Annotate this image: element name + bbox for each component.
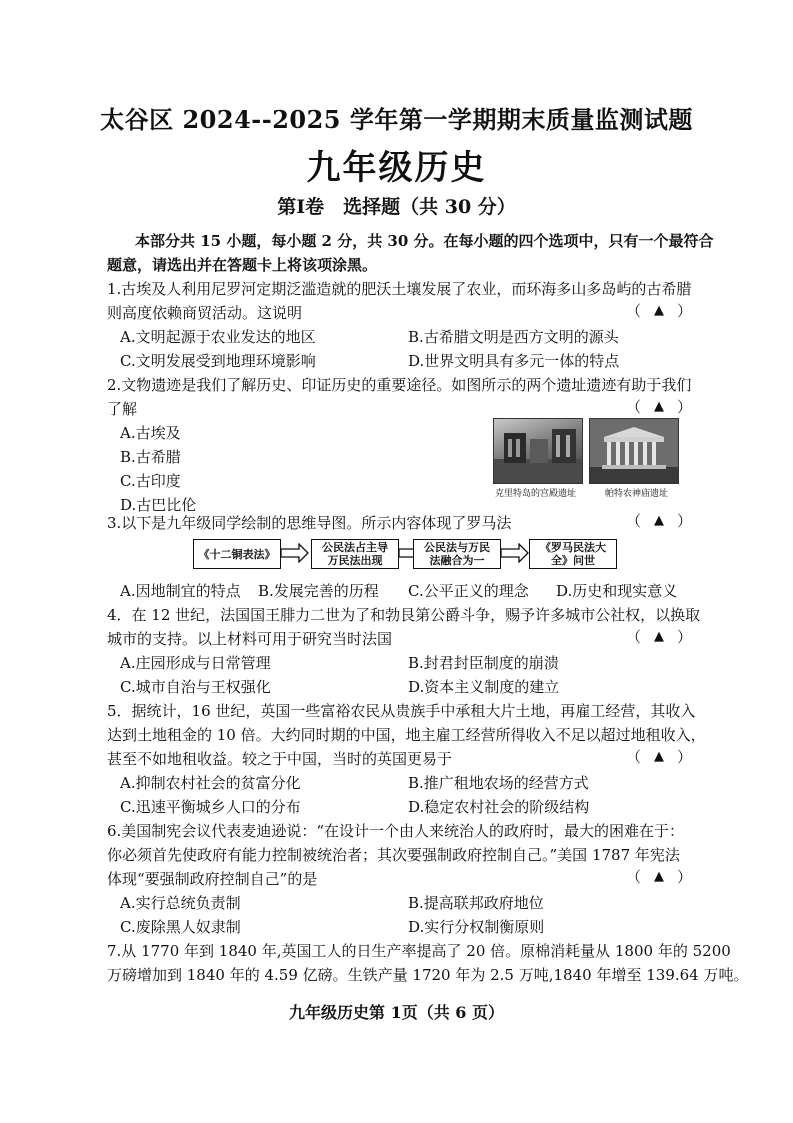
question-1-text: 则高度依赖商贸活动。这说明 bbox=[107, 304, 303, 322]
answer-mark: （ ▲ ） bbox=[626, 302, 692, 320]
option-b: B.封君封臣制度的崩溃 bbox=[408, 654, 559, 672]
option-d: D.古巴比伦 bbox=[120, 496, 197, 514]
question-7-text: 万磅增加到 1840 年的 4.59 亿磅。生铁产量 1720 年为 2.5 万吨,1840 年增至 139.64 万吨。 bbox=[107, 966, 749, 984]
option-d: D.历史和现实意义 bbox=[556, 582, 678, 600]
option-b: B.古希腊文明是西方文明的源头 bbox=[408, 328, 619, 346]
question-6-text: 体现“要强制政府控制自己”的是 bbox=[107, 870, 318, 888]
triangle-icon: ▲ bbox=[654, 303, 664, 318]
answer-mark: （ ▲ ） bbox=[626, 628, 692, 646]
triangle-icon: ▲ bbox=[654, 399, 664, 414]
option-a: A.古埃及 bbox=[120, 424, 181, 442]
option-c: C.公平正义的理念 bbox=[408, 582, 529, 600]
triangle-icon: ▲ bbox=[654, 629, 664, 644]
roman-law-mindmap bbox=[193, 536, 643, 570]
option-b: B.发展完善的历程 bbox=[258, 582, 379, 600]
arrow-right-icon bbox=[281, 543, 309, 563]
question-2-text: 了解 bbox=[107, 400, 138, 418]
photo-caption: 帕特农神庙遗址 bbox=[605, 489, 669, 499]
question-1-text: 1.古埃及人利用尼罗河定期泛滥造就的肥沃土壤发展了农业，而环海多山多岛屿的古希腊 bbox=[107, 280, 692, 298]
option-b: B.提高联邦政府地位 bbox=[408, 894, 544, 912]
option-b: B.推广租地农场的经营方式 bbox=[408, 774, 589, 792]
option-b: B.古希腊 bbox=[120, 448, 181, 466]
option-c: C.古印度 bbox=[120, 472, 181, 490]
section-title: 第Ⅰ卷 选择题（共 30 分） bbox=[277, 196, 516, 218]
option-d: D.实行分权制衡原则 bbox=[408, 918, 545, 936]
option-d: D.资本主义制度的建立 bbox=[408, 678, 560, 696]
question-5-text: 达到土地租金的 10 倍。大约同时期的中国，地主雇工经营所得收入不足以超过地租收入， bbox=[107, 726, 706, 744]
question-5-text: 5．据统计，16 世纪，英国一些富裕农民从贵族手中承租大片土地，再雇工经营，其收入 bbox=[107, 702, 696, 720]
question-3-text: 3.以下是九年级同学绘制的思维导图。所示内容体现了罗马法 bbox=[107, 514, 512, 532]
question-6-text: 你必须首先使政府有能力控制被统治者；其次要强制政府控制自己。”美国 1787 年宪法 bbox=[107, 846, 680, 864]
subject-title: 九年级历史 bbox=[306, 148, 487, 188]
question-7-text: 7.从 1770 年到 1840 年,英国工人的日生产率提高了 20 倍。原棉消耗量从 1800 年的 5200 bbox=[107, 942, 731, 960]
option-d: D.稳定农村社会的阶级结构 bbox=[408, 798, 590, 816]
option-c: C.文明发展受到地理环境影响 bbox=[120, 352, 316, 370]
question-5-text: 甚至不如地租收益。较之于中国，当时的英国更易于 bbox=[107, 750, 453, 768]
photo-caption: 克里特岛的宫殿遗址 bbox=[495, 489, 577, 499]
question-2-text: 2.文物遗迹是我们了解历史、印证历史的重要途径。如图所示的两个遗址遗迹有助于我们 bbox=[107, 376, 692, 394]
page-footer: 九年级历史第 1页（共 6 页） bbox=[289, 1003, 504, 1022]
knossos-palace-photo bbox=[493, 418, 583, 484]
instructions-line: 题意，请选出并在答题卡上将该项涂黑。 bbox=[107, 256, 378, 274]
question-4-text: 城市的支持。以上材料可用于研究当时法国 bbox=[107, 630, 393, 648]
instructions-line: 本部分共 15 小题，每小题 2 分，共 30 分。在每小题的四个选项中，只有一个最符合 bbox=[135, 232, 714, 250]
answer-mark: （ ▲ ） bbox=[626, 868, 692, 886]
triangle-icon: ▲ bbox=[654, 513, 664, 528]
option-a: A.文明起源于农业发达的地区 bbox=[120, 328, 316, 346]
option-a: A.因地制宜的特点 bbox=[120, 582, 241, 600]
mindmap-node-1: 《十二铜表法》 bbox=[193, 539, 281, 569]
question-6-text: 6.美国制宪会议代表麦迪逊说：“在设计一个由人来统治人的政府时，最大的困难在于： bbox=[107, 822, 684, 840]
option-c: C.城市自治与王权强化 bbox=[120, 678, 271, 696]
mindmap-node-3: 公民法与万民 法融合为一 bbox=[413, 539, 501, 569]
triangle-icon: ▲ bbox=[654, 869, 664, 884]
option-a: A.抑制农村社会的贫富分化 bbox=[120, 774, 301, 792]
exam-title: 太谷区 2024--2025 学年第一学期期末质量监测试题 bbox=[100, 105, 693, 134]
mindmap-node-4: 《罗马民法大 全》问世 bbox=[529, 539, 617, 569]
answer-mark: （ ▲ ） bbox=[626, 398, 692, 416]
option-a: A.庄园形成与日常管理 bbox=[120, 654, 271, 672]
option-c: C.迅速平衡城乡人口的分布 bbox=[120, 798, 301, 816]
answer-mark: （ ▲ ） bbox=[626, 748, 692, 766]
triangle-icon: ▲ bbox=[654, 749, 664, 764]
option-a: A.实行总统负责制 bbox=[120, 894, 241, 912]
answer-mark: （ ▲ ） bbox=[626, 512, 692, 530]
question-4-text: 4．在 12 世纪，法国国王腓力二世为了和勃艮第公爵斗争，赐予许多城市公社权，以换取 bbox=[107, 606, 701, 624]
mindmap-node-2: 公民法占主导 万民法出现 bbox=[311, 539, 399, 569]
parthenon-photo bbox=[589, 418, 679, 484]
option-d: D.世界文明具有多元一体的特点 bbox=[408, 352, 620, 370]
option-c: C.废除黑人奴隶制 bbox=[120, 918, 241, 936]
arrow-right-icon bbox=[501, 543, 529, 563]
